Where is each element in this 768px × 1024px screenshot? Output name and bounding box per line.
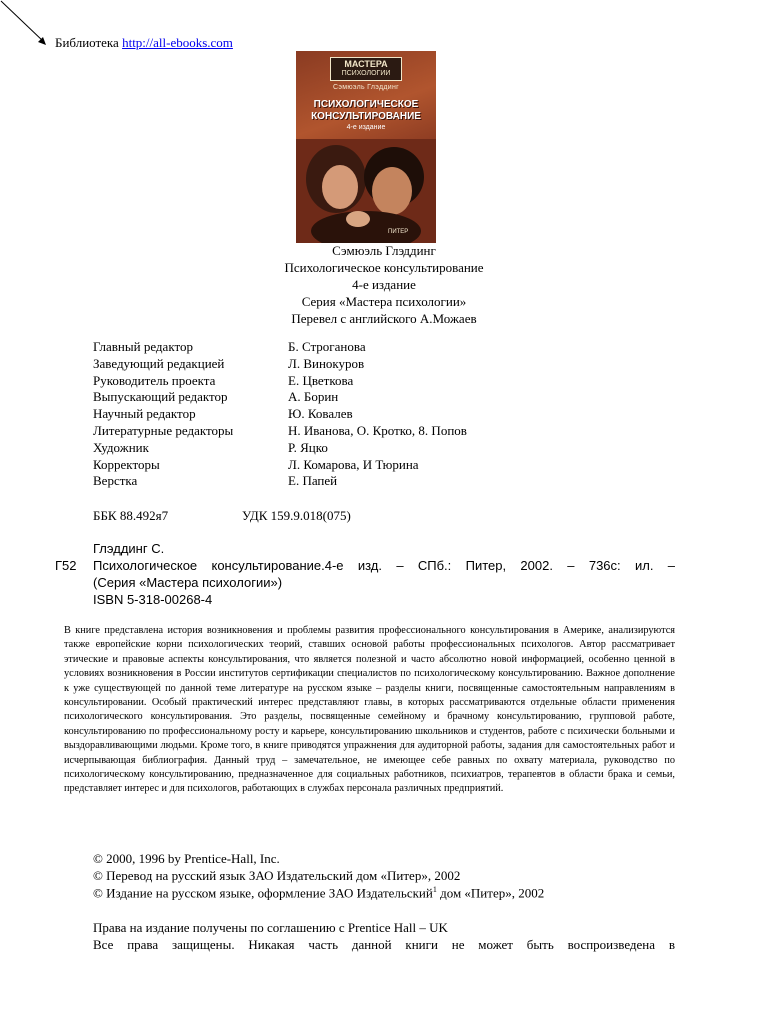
cover-series-bottom: ПСИХОЛОГИИ — [341, 70, 391, 77]
copyright-line: © Перевод на русский язык ЗАО Издательский дом «Питер», 2002 — [93, 868, 461, 883]
staff-role: Руководитель проекта — [93, 373, 216, 388]
cover-title-line1: ПСИХОЛОГИЧЕСКОЕ — [313, 99, 419, 110]
staff-name: Н. Иванова, О. Кротко, 8. Попов — [288, 423, 467, 438]
library-link[interactable]: http://all-ebooks.com — [122, 35, 233, 50]
library-label: Библиотека — [55, 35, 119, 50]
cover-edition: 4-е издание — [346, 124, 386, 131]
catalog-code: Г52 — [55, 558, 77, 573]
book-translator: Перевел с английского А.Можаев — [291, 311, 477, 326]
staff-name: Е. Папей — [288, 473, 338, 488]
copyright-line: © 2000, 1996 by Prentice-Hall, Inc. — [93, 851, 280, 866]
staff-role: Художник — [93, 440, 149, 455]
udk-code: УДК 159.9.018(075) — [242, 508, 351, 523]
staff-name: Л. Винокуров — [288, 356, 365, 371]
catalog-isbn: ISBN 5-318-00268-4 — [93, 592, 213, 607]
catalog-series: (Серия «Мастера психологии») — [93, 575, 283, 590]
corner-arrow-icon — [0, 0, 50, 48]
copyright-text: © Издание на русском языке, оформление ЗАО Издательский — [93, 885, 433, 901]
cover-title-line2: КОНСУЛЬТИРОВАНИЕ — [311, 111, 421, 122]
book-abstract: В книге представлена история возникновения и проблемы развития профессионального консультирования в Америке, анализируются также европейские корни психологических теорий, ставших основой работы профессиональных психологов. Автор рассматривает этические и правовые аспекты консультирования, что является полезной и часто абсолютно новой информацией, особенно ценной в условиях возникновения в России институтов сертификации специалистов по психологическому консультированию. Важное дополнение к уже существующей по данной теме литературе на русском языке – разделы книги, посвященные самостоятельным направлениям в консультировании. Особый практический интерес представляют главы, в которых рассматриваются отдельные области применения психологического консультирования. Это разделы, посвященные семейному и брачному консультированию, групповой работе, консультированию по профессиональному росту и карьере, консультированию школьников и студентов, работе с психически больными и выздоравливающими людьми. Кроме того, в книге приводятся упражнения для аудиторной работы, задания для самостоятельных работ и исчерпывающая библиография. Данный труд – замечательное, не имеющее себе равных по охвату материала, руководство по психологическому консультированию, предназначенное для социальных работников, психиатров, терапевтов в области брака и семьи, представляет интерес и для психологов, работающих в службах персонала различных предприятий. — [64, 625, 675, 795]
cover-title — [296, 99, 436, 123]
bbk-code: ББК 88.492я7 — [93, 508, 169, 523]
book-edition: 4-е издание — [352, 277, 416, 292]
staff-role: Выпускающий редактор — [93, 389, 228, 404]
staff-role: Научный редактор — [93, 406, 196, 421]
staff-name: Р. Яцко — [288, 440, 328, 455]
staff-name: Б. Строганова — [288, 339, 366, 354]
staff-name: Ю. Ковалев — [288, 406, 353, 421]
staff-role: Литературные редакторы — [93, 423, 234, 438]
rights-reserved: Все права защищены. Никакая часть данной книги не может быть воспроизведена в — [93, 937, 675, 952]
cover-photo — [296, 139, 436, 243]
cover-author: Сэмюэль Глэддинг — [333, 84, 399, 91]
footnote-marker: 1 — [432, 885, 437, 894]
copyright-text: дом «Питер», 2002 — [436, 885, 545, 901]
staff-role: Верстка — [93, 473, 138, 488]
staff-role: Корректоры — [93, 457, 160, 472]
rights-notice: Права на издание получены по соглашению с Prentice Hall – UK — [93, 920, 448, 935]
book-author: Сэмюэль Глэддинг — [332, 243, 436, 258]
copyright-line — [93, 885, 544, 901]
cover-publisher-logo: ПИТЕР — [388, 229, 409, 235]
book-cover-image — [296, 51, 436, 243]
library-header — [55, 35, 233, 51]
staff-name: Е. Цветкова — [288, 373, 354, 388]
catalog-description: Психологическое консультирование.4-е изд. – СПб.: Питер, 2002. – 736с: ил. – — [93, 558, 675, 573]
staff-name: Л. Комарова, И Тюрина — [288, 457, 419, 472]
book-series: Серия «Мастера психологии» — [301, 294, 467, 309]
cover-series-top: МАСТЕРА — [344, 59, 388, 69]
catalog-author: Глэддинг С. — [93, 541, 165, 556]
staff-role: Заведующий редакцией — [93, 356, 225, 371]
staff-role: Главный редактор — [93, 339, 193, 354]
cover-series-badge — [330, 57, 402, 81]
book-title: Психологическое консультирование — [284, 260, 484, 275]
staff-name: А. Борин — [288, 389, 339, 404]
